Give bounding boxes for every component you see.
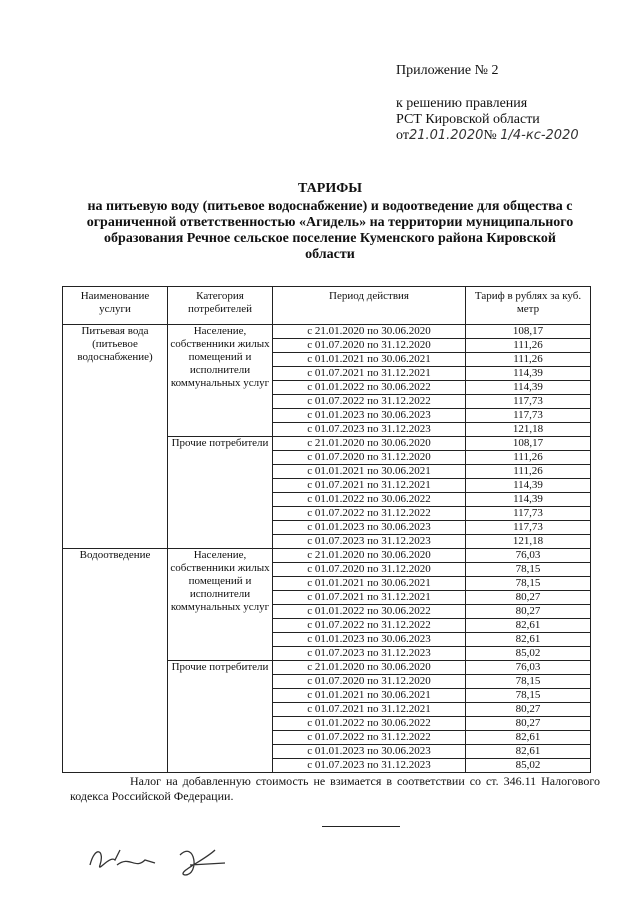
period-cell: с 01.01.2021 по 30.06.2021 <box>273 577 466 591</box>
decision-ref <box>396 128 579 144</box>
tariff-cell: 76,03 <box>466 549 591 563</box>
period-cell: с 01.07.2020 по 31.12.2020 <box>273 675 466 689</box>
tariff-cell: 82,61 <box>466 745 591 759</box>
period-cell: с 21.01.2020 по 30.06.2020 <box>273 549 466 563</box>
tariff-cell: 108,17 <box>466 437 591 451</box>
period-cell: с 01.07.2023 по 31.12.2023 <box>273 759 466 773</box>
period-cell: с 01.07.2020 по 31.12.2020 <box>273 339 466 353</box>
period-cell: с 01.01.2022 по 30.06.2022 <box>273 605 466 619</box>
tariff-cell: 117,73 <box>466 507 591 521</box>
tariff-cell: 111,26 <box>466 353 591 367</box>
period-cell: с 01.07.2020 по 31.12.2020 <box>273 451 466 465</box>
decision-line2: РСТ Кировской области <box>396 112 540 127</box>
period-cell: с 01.01.2023 по 30.06.2023 <box>273 633 466 647</box>
tariff-cell: 80,27 <box>466 703 591 717</box>
decision-line1: к решению правления <box>396 96 528 111</box>
period-cell: с 01.01.2022 по 30.06.2022 <box>273 717 466 731</box>
consumer-category: Прочие потребители <box>168 437 273 549</box>
decision-date: 21.01.2020 <box>408 128 484 143</box>
tariff-cell: 80,27 <box>466 717 591 731</box>
appendix-label: Приложение № 2 <box>396 63 499 78</box>
period-cell: с 01.01.2023 по 30.06.2023 <box>273 409 466 423</box>
consumer-category: Население, собственники жилых помещений и исполнители коммунальных услуг <box>168 549 273 661</box>
tariff-cell: 82,61 <box>466 731 591 745</box>
consumer-category: Прочие потребители <box>168 661 273 773</box>
tariff-cell: 114,39 <box>466 493 591 507</box>
tariff-cell: 111,26 <box>466 451 591 465</box>
tariff-cell: 85,02 <box>466 647 591 661</box>
period-cell: с 01.07.2021 по 31.12.2021 <box>273 591 466 605</box>
tariff-cell: 78,15 <box>466 577 591 591</box>
tariff-cell: 80,27 <box>466 605 591 619</box>
period-cell: с 01.07.2020 по 31.12.2020 <box>273 563 466 577</box>
doc-title: ТАРИФЫ <box>298 181 362 196</box>
period-cell: с 01.07.2022 по 31.12.2022 <box>273 731 466 745</box>
period-cell: с 21.01.2020 по 30.06.2020 <box>273 325 466 339</box>
tariff-cell: 80,27 <box>466 591 591 605</box>
tariff-cell: 108,17 <box>466 325 591 339</box>
tariff-cell: 117,73 <box>466 521 591 535</box>
tariff-cell: 117,73 <box>466 409 591 423</box>
doc-subtitle: на питьевую воду (питьевое водоснабжение) и водоотведение для общества с ограниченной ответственностью «Агидель» на территории муниципального образования Речное сельское поселение Куменского района Кировской области <box>86 199 574 262</box>
period-cell: с 21.01.2020 по 30.06.2020 <box>273 661 466 675</box>
period-cell: с 01.01.2021 по 30.06.2021 <box>273 689 466 703</box>
period-cell: с 01.07.2021 по 31.12.2021 <box>273 367 466 381</box>
from-label: от <box>396 128 409 143</box>
period-cell: с 01.01.2022 по 30.06.2022 <box>273 381 466 395</box>
period-cell: с 01.07.2021 по 31.12.2021 <box>273 479 466 493</box>
col-header-period: Период действия <box>273 287 466 325</box>
col-header-tariff: Тариф в рублях за куб. метр <box>466 287 591 325</box>
tariff-table <box>62 286 591 773</box>
tariff-cell: 85,02 <box>466 759 591 773</box>
period-cell: с 01.07.2022 по 31.12.2022 <box>273 619 466 633</box>
signature-divider <box>322 826 400 827</box>
period-cell: с 01.07.2021 по 31.12.2021 <box>273 703 466 717</box>
tariff-cell: 78,15 <box>466 563 591 577</box>
tariff-cell: 117,73 <box>466 395 591 409</box>
tariff-cell: 111,26 <box>466 465 591 479</box>
tariff-cell: 78,15 <box>466 675 591 689</box>
table-row <box>63 549 591 563</box>
period-cell: с 01.01.2021 по 30.06.2021 <box>273 353 466 367</box>
period-cell: с 01.07.2023 по 31.12.2023 <box>273 647 466 661</box>
tariff-cell: 114,39 <box>466 381 591 395</box>
period-cell: с 01.01.2022 по 30.06.2022 <box>273 493 466 507</box>
tariff-cell: 111,26 <box>466 339 591 353</box>
tariff-cell: 82,61 <box>466 633 591 647</box>
col-header-category: Категория потребителей <box>168 287 273 325</box>
consumer-category: Население, собственники жилых помещений и исполнители коммунальных услуг <box>168 325 273 437</box>
tariff-cell: 114,39 <box>466 479 591 493</box>
period-cell: с 01.07.2022 по 31.12.2022 <box>273 395 466 409</box>
period-cell: с 21.01.2020 по 30.06.2020 <box>273 437 466 451</box>
period-cell: с 01.01.2023 по 30.06.2023 <box>273 745 466 759</box>
tariff-cell: 121,18 <box>466 423 591 437</box>
table-row <box>63 325 591 339</box>
period-cell: с 01.07.2023 по 31.12.2023 <box>273 423 466 437</box>
tariff-cell: 121,18 <box>466 535 591 549</box>
period-cell: с 01.01.2023 по 30.06.2023 <box>273 521 466 535</box>
col-header-service: Наименование услуги <box>63 287 168 325</box>
period-cell: с 01.01.2021 по 30.06.2021 <box>273 465 466 479</box>
service-name: Питьевая вода (питьевое водоснабжение) <box>63 325 168 549</box>
tariff-cell: 76,03 <box>466 661 591 675</box>
handwritten-signature <box>85 835 235 885</box>
period-cell: с 01.07.2023 по 31.12.2023 <box>273 535 466 549</box>
period-cell: с 01.07.2022 по 31.12.2022 <box>273 507 466 521</box>
tariff-cell: 78,15 <box>466 689 591 703</box>
tariff-cell: 82,61 <box>466 619 591 633</box>
number-sign: № <box>483 128 497 143</box>
service-name: Водоотведение <box>63 549 168 773</box>
decision-number: 1/4-кс-2020 <box>500 128 579 143</box>
vat-note: Налог на добавленную стоимость не взимается в соответствии со ст. 346.11 Налогового кодекса Российской Федерации. <box>70 774 600 803</box>
tariff-cell: 114,39 <box>466 367 591 381</box>
